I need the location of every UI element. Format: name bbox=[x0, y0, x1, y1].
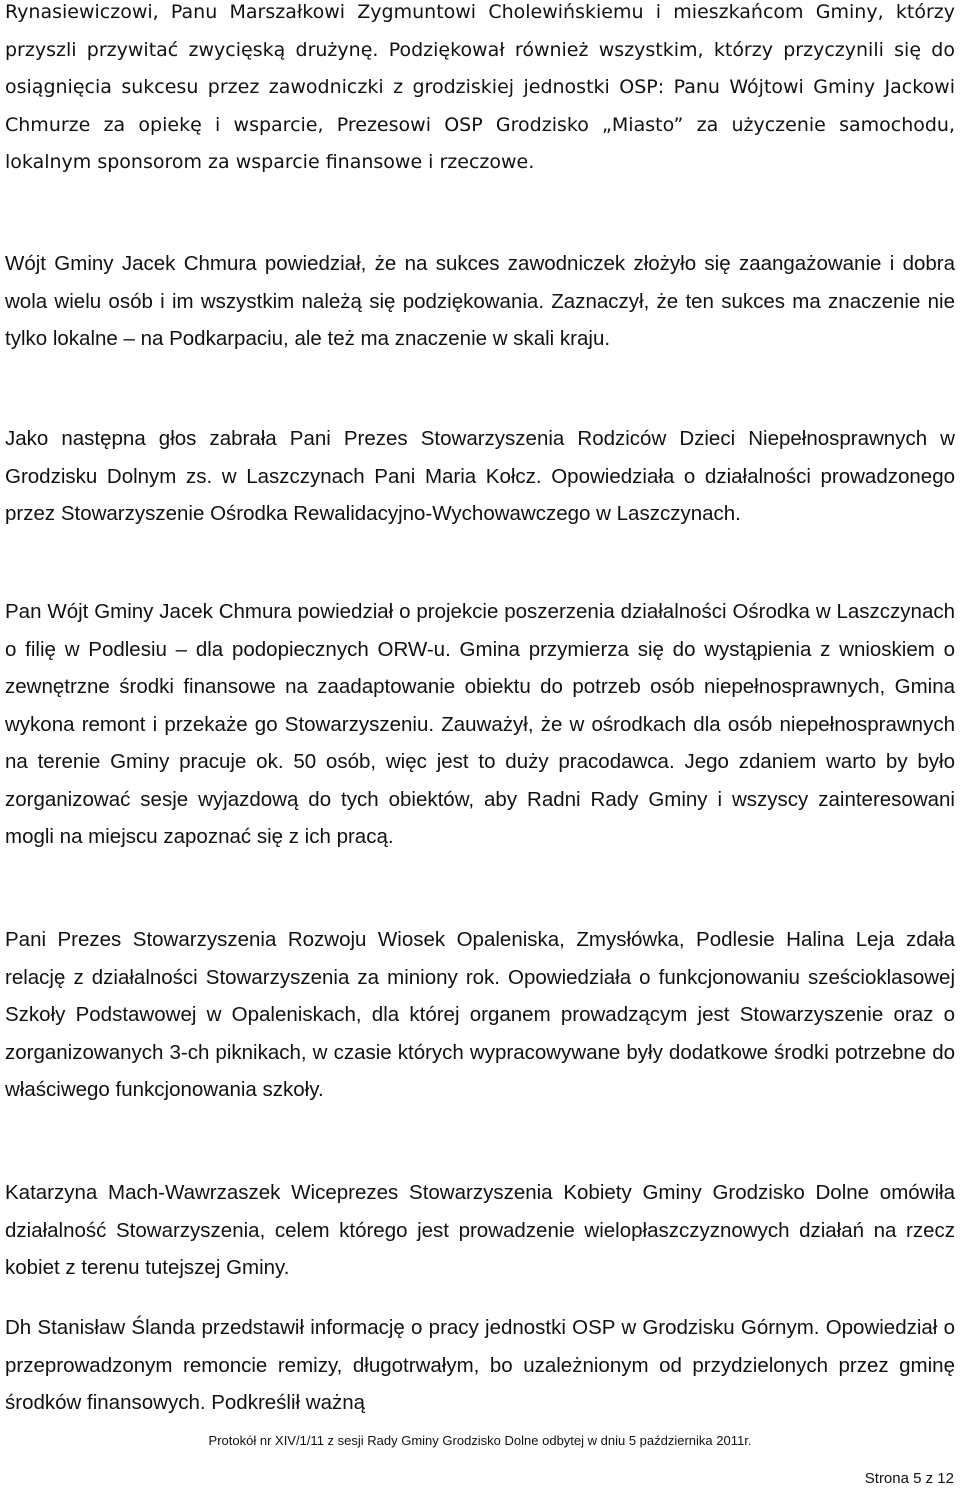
paragraph-5: Pani Prezes Stowarzyszenia Rozwoju Wiosek Opaleniska, Zmysłówka, Podlesie Halina Leja zdała relację z działalności Stowarzyszenia za miniony rok. Opowiedziała o funkcjonowaniu sześcioklasowej Szkoły Podstawowej w Opaleniskach, dla której organem prowadzącym jest Stowarzyszenie oraz o zorganizowanych 3-ch piknikach, w czasie których wypracowywane były dodatkowe środki potrzebne do właściwego funkcjonowania szkoły. bbox=[5, 928, 955, 1101]
paragraph-3: Jako następna głos zabrała Pani Prezes Stowarzyszenia Rodziców Dzieci Niepełnosprawnych w Grodzisku Dolnym zs. w Laszczynach Pani Maria Kołcz. Opowiedziała o działalności prowadzonego przez Stowarzyszenie Ośrodka Rewalidacyjno-Wychowawczego w Laszczynach. bbox=[5, 427, 955, 525]
page-number: Strona 5 z 12 bbox=[864, 1470, 954, 1487]
paragraph-2: Wójt Gminy Jacek Chmura powiedział, że na sukces zawodniczek złożyło się zaangażowanie i dobra wola wielu osób i im wszystkim należą się podziękowania. Zaznaczył, że ten sukces ma znaczenie nie tylko lokalne – na Podkarpaciu, ale też ma znaczenie w skali kraju. bbox=[5, 252, 955, 350]
paragraph-1: Rynasiewiczowi, Panu Marszałkowi Zygmuntowi Cholewińskiemu i mieszkańcom Gminy, którzy przyszli przywitać zwycięską drużynę. Podziękował również wszystkim, którzy przyczynili się do osiągnięcia sukcesu przez zawodniczki z grodziskiej jednostki OSP: Panu Wójtowi Gminy Jackowi Chmurze za opiekę i wsparcie, Prezesowi OSP Grodzisko „Miasto” za użyczenie samochodu, lokalnym sponsorom za wsparcie finansowe i rzeczowe. bbox=[5, 1, 955, 173]
paragraph-7: Dh Stanisław Ślanda przedstawił informację o pracy jednostki OSP w Grodzisku Górnym. Opowiedział o przeprowadzonym remoncie remizy, długotrwałym, bo uzależnionym od przydzielonych przez gminę środków finansowych. Podkreślił ważną bbox=[5, 1316, 955, 1414]
paragraph-4: Pan Wójt Gminy Jacek Chmura powiedział o projekcie poszerzenia działalności Ośrodka w Laszczynach o filię w Podlesiu – dla podopiecznych ORW-u. Gmina przymierza się do wystąpienia z wnioskiem o zewnętrzne środki finansowe na zaadaptowanie obiektu do potrzeb osób niepełnosprawnych, Gmina wykona remont i przekaże go Stowarzyszeniu. Zauważył, że w ośrodkach dla osób niepełnosprawnych na terenie Gminy pracuje ok. 50 osób, więc jest to duży pracodawca. Jego zdaniem warto by było zorganizować sesje wyjazdową do tych obiektów, aby Radni Rady Gminy i wszyscy zainteresowani mogli na miejscu zapoznać się z ich pracą. bbox=[5, 600, 955, 848]
document-footer: Protokół nr XIV/1/11 z sesji Rady Gminy Grodzisko Dolne odbytej w dniu 5 października 2011r. bbox=[208, 1433, 752, 1448]
paragraph-6: Katarzyna Mach-Wawrzaszek Wiceprezes Stowarzyszenia Kobiety Gminy Grodzisko Dolne omówiła działalność Stowarzyszenia, celem którego jest prowadzenie wielopłaszczyznowych działań na rzecz kobiet z terenu tutejszej Gminy. bbox=[5, 1181, 955, 1279]
